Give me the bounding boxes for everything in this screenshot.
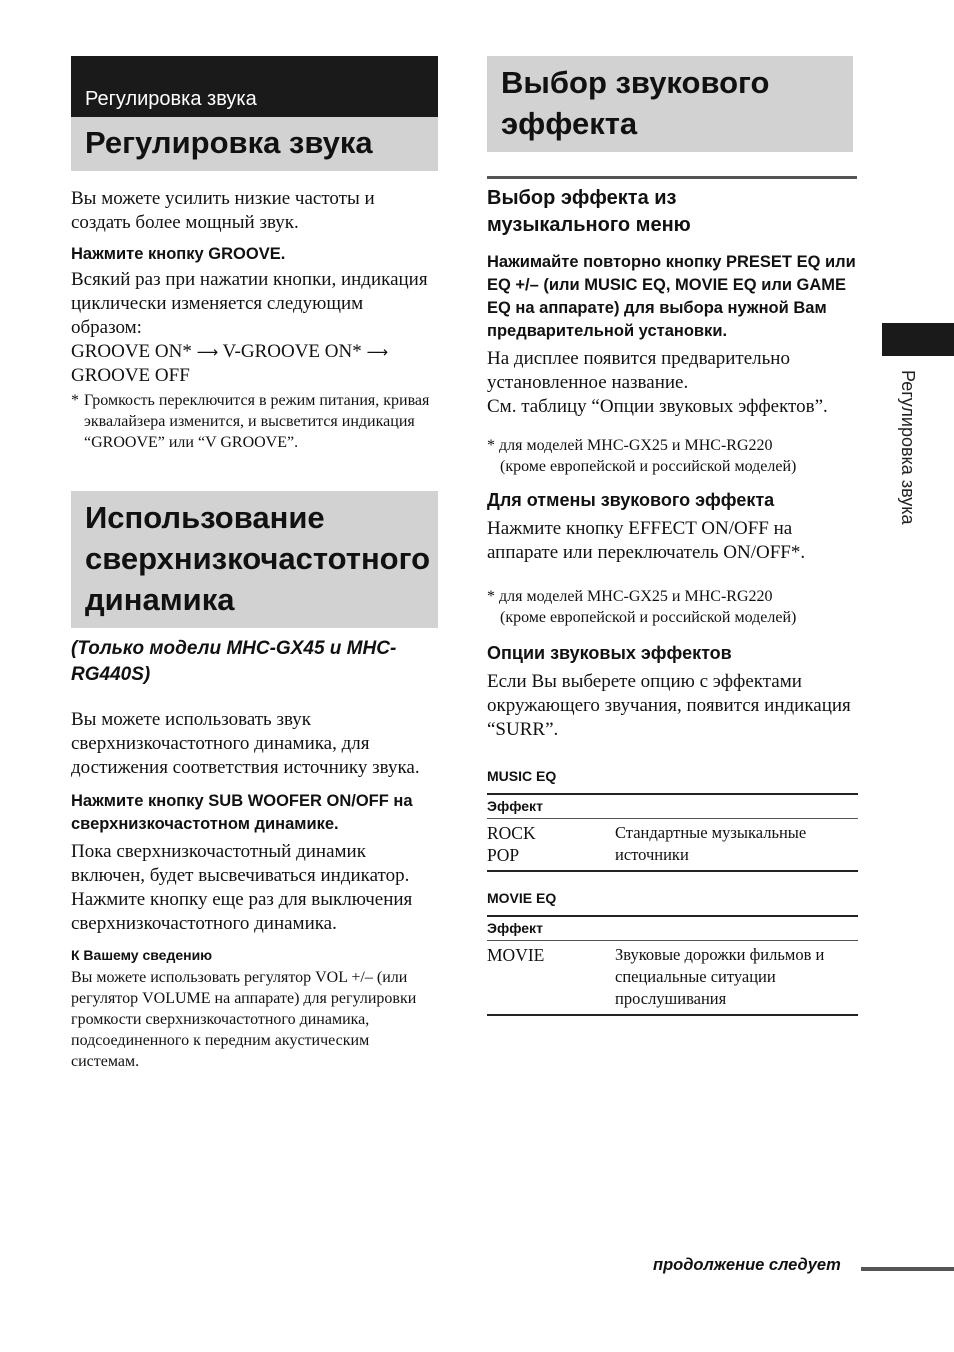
eq-instruction: Нажимайте повторно кнопку PRESET EQ или EQ +/– (или MUSIC EQ, MOVIE EQ или GAME EQ на аппарате) для выбора нужной Вам предварительной установки.	[487, 253, 856, 340]
tip-heading: К Вашему сведению	[71, 947, 213, 963]
arrow-right-icon: ⟶	[196, 343, 219, 361]
chapter-side-label: Регулировка звука	[898, 370, 918, 525]
footnote-mark: *	[71, 392, 79, 409]
section-title-subwoofer: Использование сверхнизкочастотного динамика	[71, 491, 438, 628]
left-column	[71, 56, 438, 1072]
subwoofer-instruction: Нажмите кнопку SUB WOOFER ON/OFF на сверхнизкочастотном динамике.	[71, 792, 413, 833]
tip-body: Вы можете использовать регулятор VOL +/– (или регулятор VOLUME на аппарате) для регулировки громкости сверхнизкочастотного динамика, подсоединенного к передним акустическим системам.	[71, 969, 417, 1070]
footnote-models-2: * для моделей MHC-GX25 и MHC-RG220 (кроме европейской и российской моделей)	[487, 588, 797, 626]
section-rule	[487, 176, 857, 179]
table-header: Эффект	[487, 916, 858, 941]
right-column	[487, 56, 857, 1016]
sequence-step-3: GROOVE OFF	[71, 365, 190, 386]
subwoofer-intro: Вы можете использовать звук сверхнизкочастотного динамика, для достижения соответствия источнику звука.	[71, 709, 420, 778]
chapter-header: Регулировка звука	[71, 56, 438, 117]
groove-body: Всякий раз при нажатии кнопки, индикация циклически изменяется следующим образом:	[71, 269, 428, 338]
music-eq-table	[487, 793, 858, 872]
groove-sequence	[71, 340, 438, 388]
models-note: (Только модели MHC-GX45 и MHC-RG440S)	[71, 638, 397, 685]
eq-body-2: См. таблицу “Опции звуковых эффектов”.	[487, 396, 828, 417]
movie-eq-table	[487, 915, 858, 1016]
chapter-side-tab	[882, 323, 954, 356]
groove-intro: Вы можете усилить низкие частоты и создать более мощный звук.	[71, 188, 375, 233]
effect-options-body: Если Вы выберете опцию с эффектами окружающего звучания, появится индикация “SURR”.	[487, 671, 851, 740]
eq-body-1: На дисплее появится предварительно установленное название.	[487, 348, 790, 393]
music-eq-label: MUSIC EQ	[487, 768, 557, 784]
arrow-right-icon: ⟶	[366, 343, 388, 361]
footnote-text: Громкость переключится в режим питания, кривая эквалайзера изменится, и высветится индикация “GROOVE” или “V GROOVE”.	[84, 392, 430, 451]
sequence-step-1: GROOVE ON*	[71, 341, 192, 362]
table-row: MOVIE Звуковые дорожки фильмов и специальные ситуации прослушивания	[487, 941, 858, 1016]
music-menu-heading: Выбор эффекта из музыкального меню	[487, 187, 691, 236]
continued-bar	[861, 1267, 954, 1271]
table-row: ROCK POP Стандартные музыкальные источники	[487, 819, 858, 872]
groove-instruction: Нажмите кнопку GROOVE.	[71, 245, 286, 263]
groove-footnote	[71, 390, 438, 453]
subwoofer-body: Пока сверхнизкочастотный динамик включен, будет высвечиваться индикатор. Нажмите кнопку еще раз для выключения сверхнизкочастотного динамика.	[71, 841, 413, 934]
table-header: Эффект	[487, 794, 858, 819]
footnote-models-1: * для моделей MHC-GX25 и MHC-RG220 (кроме европейской и российской моделей)	[487, 437, 797, 475]
section-title-sound-adjust: Регулировка звука	[71, 117, 438, 171]
cancel-effect-body: Нажмите кнопку EFFECT ON/OFF на аппарате или переключатель ON/OFF*.	[487, 518, 806, 563]
cancel-effect-heading: Для отмены звукового эффекта	[487, 490, 775, 510]
movie-eq-label: MOVIE EQ	[487, 890, 557, 906]
sequence-step-2: V-GROOVE ON*	[222, 341, 362, 362]
section-title-sound-effect: Выбор звукового эффекта	[487, 56, 853, 152]
effect-options-heading: Опции звуковых эффектов	[487, 643, 732, 663]
continued-label: продолжение следует	[653, 1256, 841, 1274]
